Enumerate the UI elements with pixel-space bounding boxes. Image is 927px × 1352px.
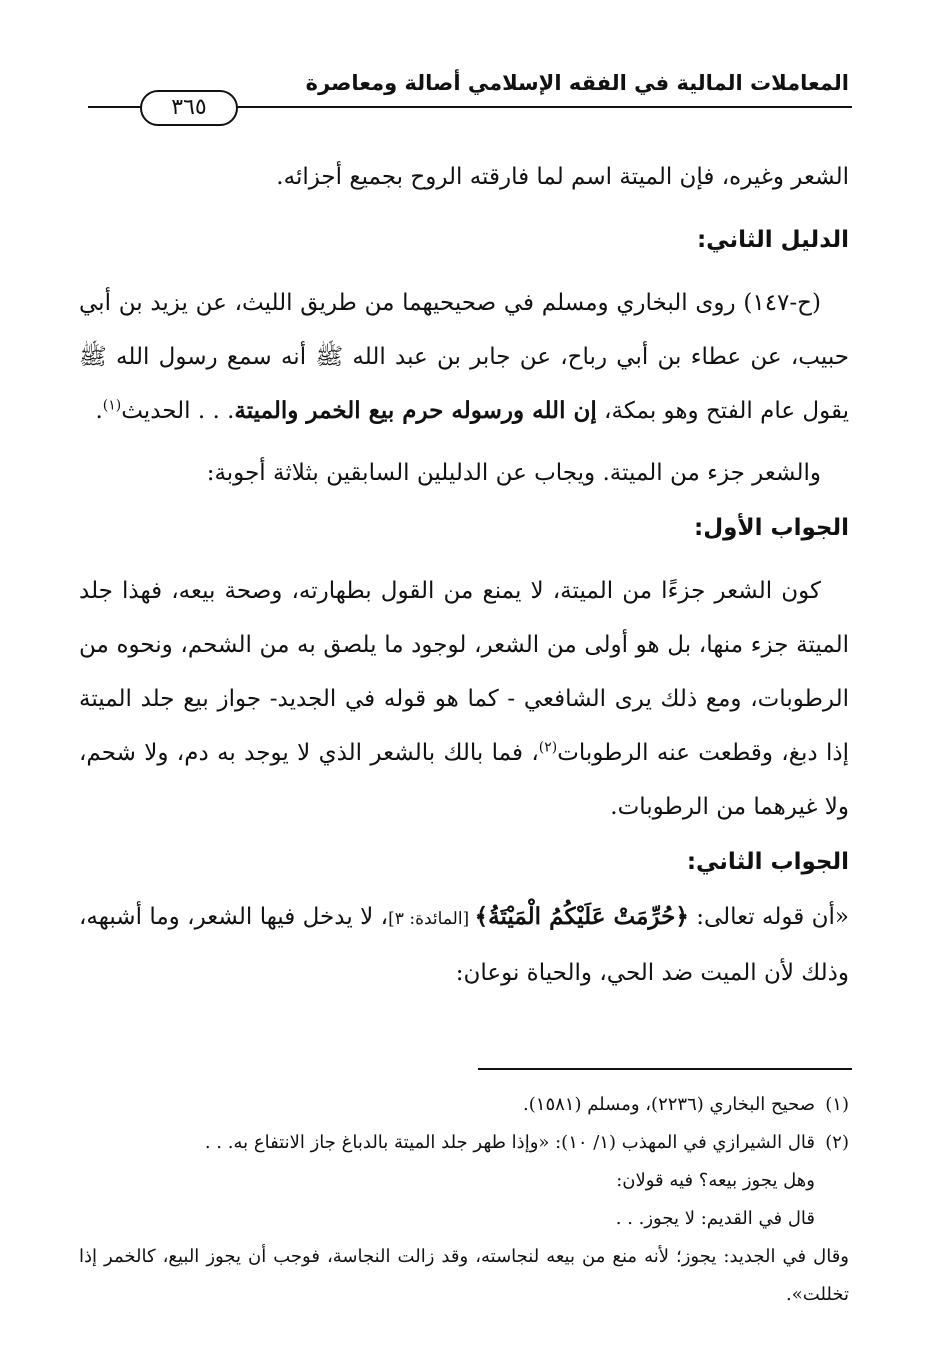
heading-second-answer: الجواب الثاني: [686, 849, 849, 875]
spacer [79, 204, 849, 212]
paragraph-hadith [79, 276, 849, 438]
hadith-end: . [95, 398, 103, 424]
running-title: المعاملات المالية في الفقه الإسلامي أصالة ومعاصرة [305, 71, 849, 95]
footnotes [79, 1086, 849, 1314]
answer-1-tail: ، فما بالك بالشعر الذي لا يوجد به دم، ولا شحم، ولا غيرهما من الرطوبات. [79, 740, 849, 820]
footnote-2-line-2: وهل يجوز بيعه؟ فيه قولان: [616, 1170, 815, 1191]
spacer [79, 438, 849, 446]
footnote-1 [79, 1086, 849, 1124]
paragraph-3: والشعر جزء من الميتة. ويجاب عن الدليلين السابقين بثلاثة أجوبة: [206, 460, 821, 486]
hadith-text: (ح-١٤٧) روى البخاري ومسلم في صحيحيهما من طريق الليث، عن يزيد بن أبي حبيب، عن عطاء بن أبي رباح، عن جابر بن عبد الله ﷺ أنه سمع رسول الله ﷺ يقول عام الفتح وهو بمكة، [79, 290, 849, 424]
quran-verse: ﴿حُرِّمَتْ عَلَيْكُمُ الْمَيْتَةُ﴾ [474, 903, 689, 930]
answer-2-tail: ، لا يدخل فيها الشعر، وما أشبهه، وذلك لأن الميت ضد الحي، والحياة نوعان: [79, 904, 849, 986]
footnote-2-line-4: وقال في الجديد: يجوز؛ لأنه منع من بيعه لنجاسته، وقد زالت النجاسة، فوجب أن يجوز البيع، كالخمر إذا تخللت». [79, 1246, 849, 1305]
footnote-1-number: (١) [825, 1094, 849, 1115]
heading-first-answer: الجواب الأول: [694, 515, 849, 541]
answer-2-text: «أن قوله تعالى: [688, 904, 849, 930]
footnote-ref-1[interactable]: (١) [102, 397, 122, 414]
hadith-tail: . . . الحديث [121, 398, 235, 424]
footnote-ref-2[interactable]: (٢) [538, 739, 558, 756]
paragraph-5 [79, 890, 849, 1000]
hadith-bold-text: إن الله ورسوله حرم بيع الخمر والميتة [234, 397, 597, 424]
paragraph-4 [79, 564, 849, 834]
page-number: ٣٦٥ [140, 90, 238, 126]
footnote-2-line-3: قال في القديم: لا يجوز. . . [615, 1208, 815, 1229]
footnote-rule [478, 1068, 852, 1070]
paragraph-1: الشعر وغيره، فإن الميتة اسم لما فارقته الروح بجميع أجزائه. [276, 164, 849, 190]
footnote-2 [79, 1124, 849, 1162]
answer-1-text: كون الشعر جزءًا من الميتة، لا يمنع من القول بطهارته، وصحة بيعه، فهذا جلد الميتة جزء منها، بل هو أولى من الشعر، لوجود ما يلصق به من الشحم، ونحوه من الرطوبات، ومع ذلك يرى الشافعي - كما هو قوله في الجديد- جواز بيع جلد الميتة إذا دبغ، وقطعت عنه الرطوبات [79, 578, 850, 766]
footnote-2-number: (٢) [825, 1132, 849, 1153]
heading-second-evidence: الدليل الثاني: [696, 227, 849, 253]
spacer [79, 556, 849, 564]
spacer [79, 268, 849, 276]
footnote-2-text: قال الشيرازي في المهذب (١/ ١٠): «وإذا طهر جلد الميتة بالدباغ جاز الانتفاع به. . . [204, 1132, 815, 1153]
footnote-1-text: صحيح البخاري (٢٢٣٦)، ومسلم (١٥٨١). [523, 1094, 815, 1115]
main-text [79, 150, 849, 1000]
surah-reference: [المائدة: ٣] [388, 909, 475, 929]
